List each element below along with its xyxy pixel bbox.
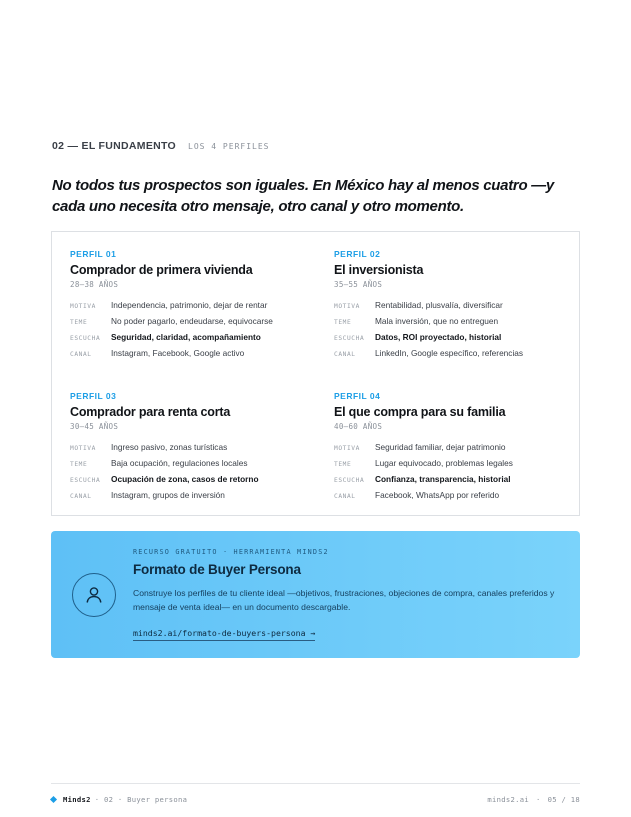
row-teme xyxy=(70,458,310,474)
profile-label: PERFIL 04 xyxy=(334,391,381,401)
row-value: No poder pagarlo, endeudarse, equivocarse xyxy=(111,316,273,326)
row-escucha xyxy=(334,332,574,348)
row-canal xyxy=(334,490,574,506)
row-value: Rentabilidad, plusvalía, diversificar xyxy=(375,300,503,310)
profile-04 xyxy=(334,391,574,506)
row-motiva xyxy=(334,442,574,458)
row-value: Ingreso pasivo, zonas turísticas xyxy=(111,442,228,452)
row-key: MOTIVA xyxy=(334,445,360,452)
profile-age: 40–60 AÑOS xyxy=(334,422,383,431)
profile-age: 30–45 AÑOS xyxy=(70,422,119,431)
row-key: CANAL xyxy=(70,493,92,500)
row-value: Facebook, WhatsApp por referido xyxy=(375,490,500,500)
row-canal xyxy=(70,490,310,506)
footer-separator: · xyxy=(535,795,541,804)
profile-rows xyxy=(334,442,574,506)
profile-title: Comprador para renta corta xyxy=(70,405,231,419)
profile-rows xyxy=(70,442,310,506)
row-motiva xyxy=(70,300,310,316)
footer-left xyxy=(51,795,187,804)
row-value: Instagram, Facebook, Google activo xyxy=(111,348,245,358)
row-key: ESCUCHA xyxy=(70,477,101,484)
row-key: ESCUCHA xyxy=(334,335,365,342)
diamond-icon xyxy=(50,796,57,803)
row-teme xyxy=(334,458,574,474)
profile-01 xyxy=(70,249,310,364)
row-value: Seguridad familiar, dejar patrimonio xyxy=(375,442,506,452)
user-icon xyxy=(72,573,116,617)
section-title: 02 — EL FUNDAMENTO xyxy=(52,140,177,152)
row-value: Independencia, patrimonio, dejar de rentar xyxy=(111,300,268,310)
page-number: 05 / 18 xyxy=(547,795,580,804)
profile-age: 35–55 AÑOS xyxy=(334,280,383,289)
resource-description: Construye los perfiles de tu cliente ideal —objetivos, frustraciones, objeciones de compra, canales preferidos y mensaje de venta ideal— en un documento descargable. xyxy=(133,588,555,612)
profile-rows xyxy=(70,300,310,364)
row-key: CANAL xyxy=(334,493,356,500)
row-teme xyxy=(70,316,310,332)
resource-kicker: RECURSO GRATUITO · HERRAMIENTA MINDS2 xyxy=(133,548,329,556)
row-canal xyxy=(70,348,310,364)
profile-title: El que compra para su familia xyxy=(334,405,506,419)
resource-banner xyxy=(51,531,580,658)
row-value: Ocupación de zona, casos de retorno xyxy=(111,474,259,484)
row-escucha xyxy=(70,332,310,348)
footer-divider xyxy=(51,783,580,784)
resource-link[interactable]: minds2.ai/formato-de-buyers-persona → xyxy=(133,628,315,641)
lead-paragraph: No todos tus prospectos son iguales. En México hay al menos cuatro —y cada uno necesita otro mensaje, otro canal y otro momento. xyxy=(52,177,554,215)
section-subtitle: LOS 4 PERFILES xyxy=(188,142,270,151)
row-escucha xyxy=(334,474,574,490)
row-value: Baja ocupación, regulaciones locales xyxy=(111,458,248,468)
profile-label: PERFIL 01 xyxy=(70,249,117,259)
row-key: TEME xyxy=(70,461,88,468)
row-value: Mala inversión, que no entreguen xyxy=(375,316,499,326)
row-teme xyxy=(334,316,574,332)
row-motiva xyxy=(70,442,310,458)
footer-right xyxy=(487,795,580,804)
row-motiva xyxy=(334,300,574,316)
row-key: TEME xyxy=(334,319,352,326)
profile-label: PERFIL 02 xyxy=(334,249,381,259)
profile-rows xyxy=(334,300,574,364)
footer-trail: · 02 · Buyer persona xyxy=(94,795,188,804)
profile-title: Comprador de primera vivienda xyxy=(70,263,253,277)
row-value: Instagram, grupos de inversión xyxy=(111,490,225,500)
row-value: Datos, ROI proyectado, historial xyxy=(375,332,502,342)
row-key: CANAL xyxy=(334,351,356,358)
profile-age: 28–38 AÑOS xyxy=(70,280,119,289)
row-value: Lugar equivocado, problemas legales xyxy=(375,458,513,468)
row-value: Seguridad, claridad, acompañamiento xyxy=(111,332,261,342)
row-key: MOTIVA xyxy=(70,445,96,452)
profiles-card xyxy=(51,231,580,516)
profile-title: El inversionista xyxy=(334,263,424,277)
section-header xyxy=(52,140,269,152)
row-value: LinkedIn, Google específico, referencias xyxy=(375,348,524,358)
row-key: ESCUCHA xyxy=(334,477,365,484)
row-canal xyxy=(334,348,574,364)
profile-02 xyxy=(334,249,574,364)
profile-label: PERFIL 03 xyxy=(70,391,117,401)
row-key: MOTIVA xyxy=(334,303,360,310)
row-value: Confianza, transparencia, historial xyxy=(375,474,511,484)
row-key: CANAL xyxy=(70,351,92,358)
profile-03 xyxy=(70,391,310,506)
footer-site: minds2.ai xyxy=(487,795,529,804)
row-escucha xyxy=(70,474,310,490)
row-key: TEME xyxy=(70,319,88,326)
resource-title: Formato de Buyer Persona xyxy=(133,562,301,577)
row-key: MOTIVA xyxy=(70,303,96,310)
footer-brand: Minds2 xyxy=(63,795,91,804)
row-key: ESCUCHA xyxy=(70,335,101,342)
row-key: TEME xyxy=(334,461,352,468)
